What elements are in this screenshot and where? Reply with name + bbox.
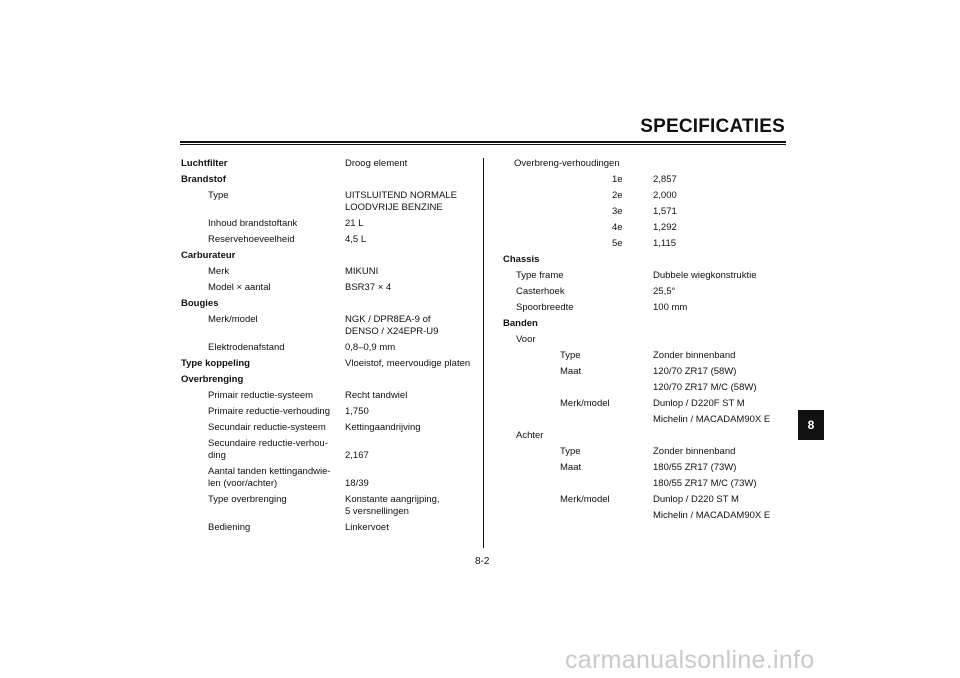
overbrenging-heading: Overbrenging xyxy=(181,374,244,385)
achter-type-value: Zonder binnenband xyxy=(653,446,736,457)
gear-ratio: 2,857 xyxy=(653,174,677,185)
chapter-tab: 8 xyxy=(798,410,824,440)
carb-merk-value: MIKUNI xyxy=(345,266,379,277)
caster-label: Casterhoek xyxy=(516,286,565,297)
spoor-value: 100 mm xyxy=(653,302,688,313)
sec-verh-label-1: Secundaire reductie-verhou- xyxy=(208,438,328,449)
elektrode-value: 0,8–0,9 mm xyxy=(345,342,396,353)
luchtfilter-value: Droog element xyxy=(345,158,408,169)
prim-verh-value: 1,750 xyxy=(345,406,369,417)
sec-sys-label: Secundair reductie-systeem xyxy=(208,422,326,433)
gear-ratio: 1,292 xyxy=(653,222,677,233)
bougies-merkmodel-value-1: NGK / DPR8EA-9 of xyxy=(345,314,431,325)
tank-value: 21 L xyxy=(345,218,364,229)
carb-model-value: BSR37 × 4 xyxy=(345,282,392,293)
header-rule xyxy=(180,141,786,143)
tanden-label-1: Aantal tanden kettingandwie- xyxy=(208,466,331,477)
bougies-heading: Bougies xyxy=(181,298,219,309)
page-number: 8-2 xyxy=(475,556,490,567)
brandstof-type-label: Type xyxy=(208,190,229,201)
achter-type-label: Type xyxy=(560,446,581,457)
achter-maat-value-2: 180/55 ZR17 M/C (73W) xyxy=(653,478,757,489)
gear-ratio: 1,571 xyxy=(653,206,677,217)
elektrode-label: Elektrodenafstand xyxy=(208,342,285,353)
koppeling-label: Type koppeling xyxy=(181,358,250,369)
reserve-label: Reservehoeveelheid xyxy=(208,234,295,245)
header-rule-thin xyxy=(180,144,786,145)
gear-ratio: 1,115 xyxy=(653,238,677,249)
banden-heading: Banden xyxy=(503,318,538,329)
tank-label: Inhoud brandstoftank xyxy=(208,218,298,229)
voor-maat-value-2: 120/70 ZR17 M/C (58W) xyxy=(653,382,757,393)
type-overbrenging-label: Type overbrenging xyxy=(208,494,287,505)
voor-maat-label: Maat xyxy=(560,366,582,377)
type-overbrenging-value-1: Konstante aangrijping, xyxy=(345,494,440,505)
achter-merk-value-2: Michelin / MACADAM90X E xyxy=(653,510,771,521)
sec-sys-value: Kettingaandrijving xyxy=(345,422,421,433)
frame-value: Dubbele wiegkonstruktie xyxy=(653,270,757,281)
gear-label: 4e xyxy=(612,222,623,233)
sec-verh-value: 2,167 xyxy=(345,450,369,461)
column-divider xyxy=(483,158,484,548)
gear-label: 3e xyxy=(612,206,623,217)
gear-label: 5e xyxy=(612,238,623,249)
brandstof-type-value-1: UITSLUITEND NORMALE xyxy=(345,190,457,201)
sec-verh-label-2: ding xyxy=(208,450,226,461)
prim-sys-value: Recht tandwiel xyxy=(345,390,408,401)
bediening-value: Linkervoet xyxy=(345,522,389,533)
prim-sys-label: Primair reductie-systeem xyxy=(208,390,314,401)
frame-label: Type frame xyxy=(516,270,564,281)
voor-merk-value-2: Michelin / MACADAM90X E xyxy=(653,414,771,425)
gear-ratio: 2,000 xyxy=(653,190,677,201)
achter-maat-label: Maat xyxy=(560,462,582,473)
brandstof-type-value-2: LOODVRIJE BENZINE xyxy=(345,202,443,213)
koppeling-value: Vloeistof, meervoudige platen xyxy=(345,358,471,369)
tanden-label-2: len (voor/achter) xyxy=(208,478,278,489)
voor-heading: Voor xyxy=(516,334,536,345)
bougies-merkmodel-label: Merk/model xyxy=(208,314,258,325)
voor-type-label: Type xyxy=(560,350,581,361)
voor-merk-label: Merk/model xyxy=(560,398,610,409)
achter-merk-value-1: Dunlop / D220 ST M xyxy=(653,494,739,505)
carb-model-label: Model × aantal xyxy=(208,282,271,293)
achter-merk-label: Merk/model xyxy=(560,494,610,505)
spoor-label: Spoorbreedte xyxy=(516,302,574,313)
gear-label: 2e xyxy=(612,190,623,201)
luchtfilter-label: Luchtfilter xyxy=(181,158,228,169)
caster-value: 25,5° xyxy=(653,286,676,297)
gear-label: 1e xyxy=(612,174,623,185)
achter-heading: Achter xyxy=(516,430,544,441)
verhoudingen-heading: Overbreng-verhoudingen xyxy=(514,158,620,169)
prim-verh-label: Primaire reductie-verhouding xyxy=(208,406,330,417)
achter-maat-value-1: 180/55 ZR17 (73W) xyxy=(653,462,737,473)
carb-merk-label: Merk xyxy=(208,266,230,277)
watermark: carmanualsonline.info xyxy=(565,646,815,674)
voor-type-value: Zonder binnenband xyxy=(653,350,736,361)
reserve-value: 4,5 L xyxy=(345,234,367,245)
voor-maat-value-1: 120/70 ZR17 (58W) xyxy=(653,366,737,377)
page-title: SPECIFICATIES xyxy=(640,116,785,137)
type-overbrenging-value-2: 5 versnellingen xyxy=(345,506,409,517)
brandstof-heading: Brandstof xyxy=(181,174,226,185)
voor-merk-value-1: Dunlop / D220F ST M xyxy=(653,398,745,409)
tanden-value: 18/39 xyxy=(345,478,369,489)
bougies-merkmodel-value-2: DENSO / X24EPR-U9 xyxy=(345,326,439,337)
carburateur-heading: Carburateur xyxy=(181,250,236,261)
chassis-heading: Chassis xyxy=(503,254,540,265)
bediening-label: Bediening xyxy=(208,522,251,533)
